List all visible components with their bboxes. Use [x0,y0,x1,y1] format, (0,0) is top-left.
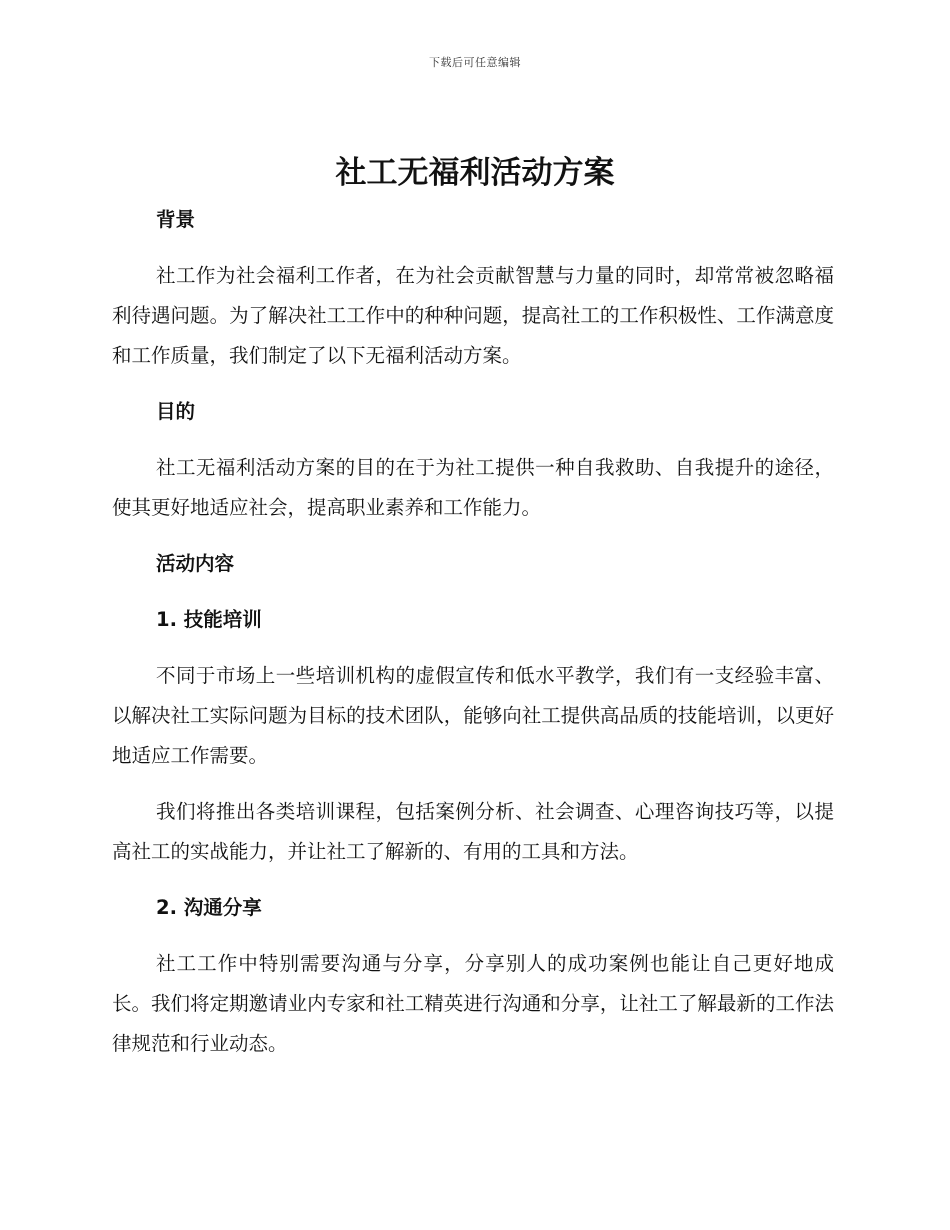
section-heading-skills-training: 1. 技能培训 [156,608,262,631]
section-heading-purpose: 目的 [156,400,196,423]
skills-training-paragraph-2: 我们将推出各类培训课程，包括案例分析、社会调查、心理咨询技巧等，以提高社工的实战能力，并让社工了解新的、有用的工具和方法。 [112,800,834,863]
communication-paragraph: 社工工作中特别需要沟通与分享，分享别人的成功案例也能让自己更好地成长。我们将定期邀请业内专家和社工精英进行沟通和分享，让社工了解最新的工作法律规范和行业动态。 [112,952,834,1055]
section-heading-activities: 活动内容 [156,552,235,575]
page-header: 下载后可任意编辑 [429,56,521,69]
skills-training-paragraph-1: 不同于市场上一些培训机构的虚假宣传和低水平教学，我们有一支经验丰富、以解决社工实际问题为目标的技术团队，能够向社工提供高品质的技能培训，以更好地适应工作需要。 [112,664,834,767]
section-heading-communication: 2. 沟通分享 [156,896,262,919]
purpose-paragraph: 社工无福利活动方案的目的在于为社工提供一种自我救助、自我提升的途径，使其更好地适应社会，提高职业素养和工作能力。 [112,456,834,519]
document-title: 社工无福利活动方案 [335,155,615,191]
section-heading-background: 背景 [156,208,196,231]
document-body [112,200,834,1080]
background-paragraph: 社工作为社会福利工作者，在为社会贡献智慧与力量的同时，却常常被忽略福利待遇问题。为了解决社工工作中的种种问题，提高社工的工作积极性、工作满意度和工作质量，我们制定了以下无福利活动方案。 [112,264,834,367]
